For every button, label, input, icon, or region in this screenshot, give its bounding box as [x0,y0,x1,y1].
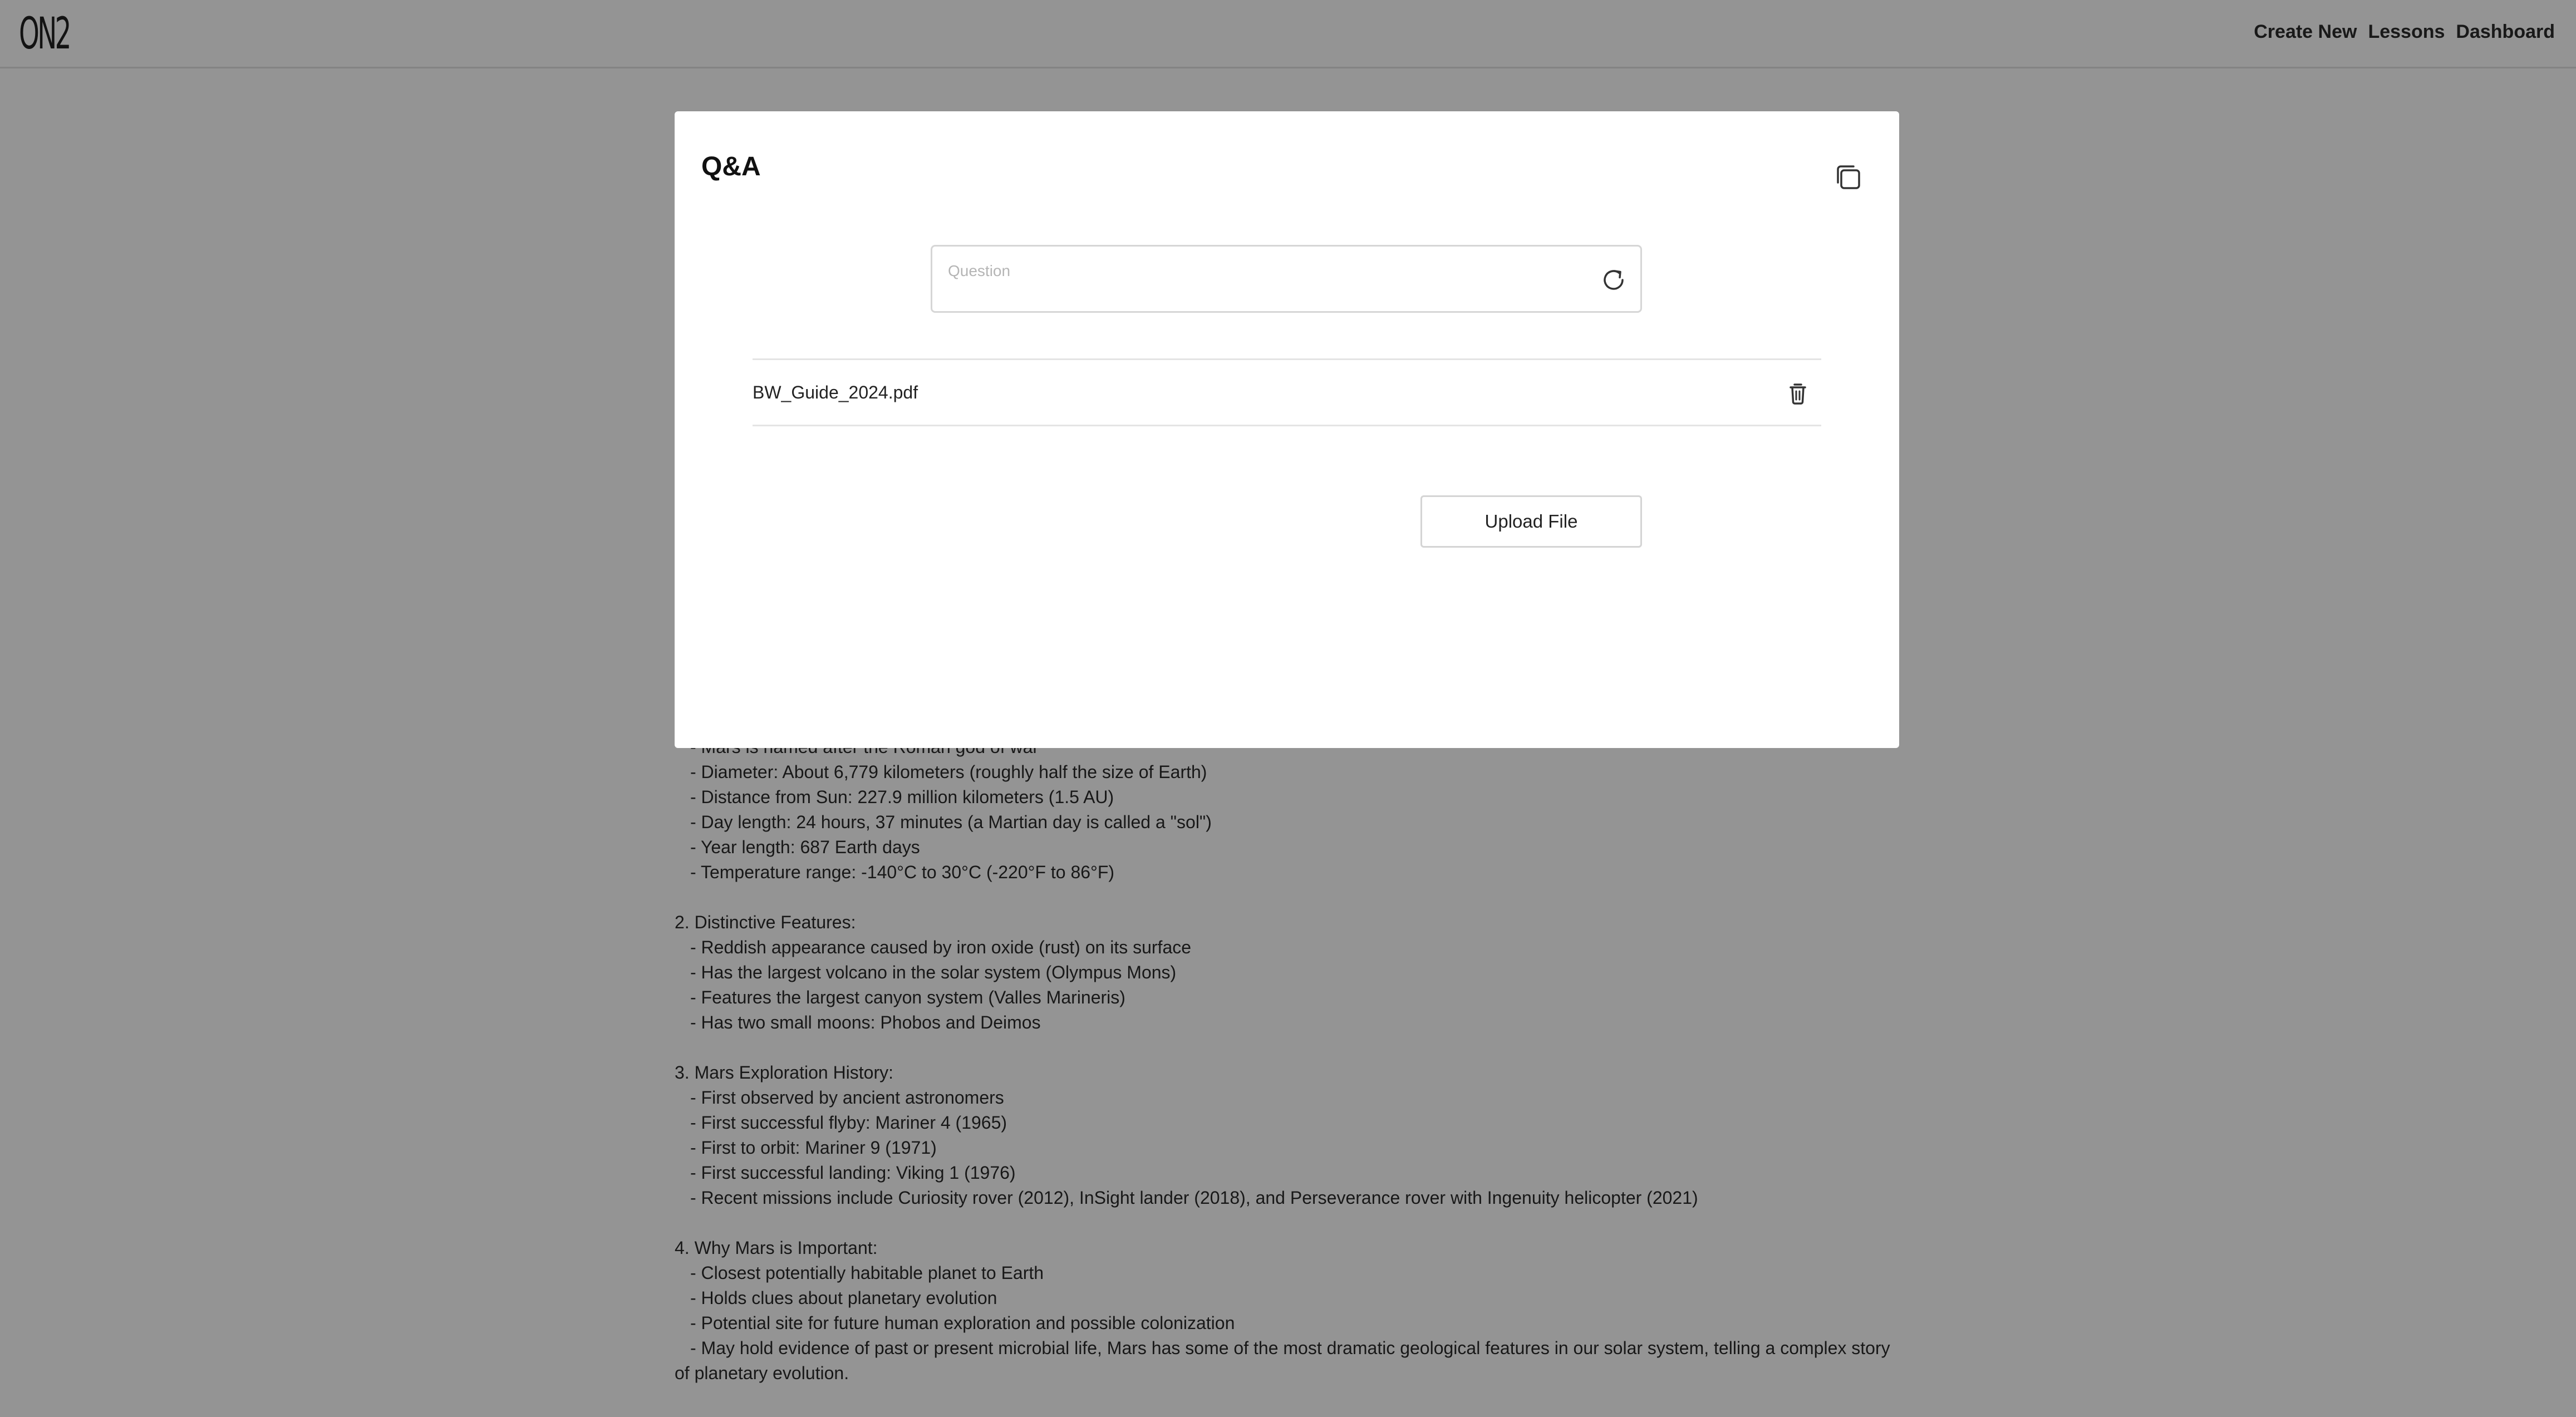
nav-lessons[interactable]: Lessons [2368,21,2445,42]
app-logo[interactable]: ON2 [19,9,70,59]
section-heading: 2. Distinctive Features: [675,912,856,932]
content-bullet: - Recent missions include Curiosity rover (2012), InSight lander (2018), and Perseverance rover with Ingenuity helicopter (2021) [690,1188,1698,1208]
copy-icon[interactable] [1831,160,1865,194]
content-bullet: - First observed by ancient astronomers [690,1088,1004,1108]
nav-create-new[interactable]: Create New [2254,21,2357,42]
content-bullet: - Has two small moons: Phobos and Deimos [690,1012,1041,1032]
content-bullet: - Potential site for future human exploration and possible colonization [690,1313,1235,1333]
content-bullet: - First successful flyby: Mariner 4 (1965) [690,1113,1007,1133]
content-bullet: - Reddish appearance caused by iron oxide (rust) on its surface [690,937,1192,957]
question-field [931,245,1642,313]
section-heading: 4. Why Mars is Important: [675,1238,878,1258]
trash-icon[interactable] [1787,381,1809,406]
section-heading: 3. Mars Exploration History: [675,1062,894,1083]
content-bullet: - Features the largest canyon system (Valles Marineris) [690,987,1125,1007]
content-bullet: - Closest potentially habitable planet to Earth [690,1263,1044,1283]
file-name: BW_Guide_2024.pdf [753,382,918,402]
modal-title: Q&A [701,152,761,181]
content-bullet: - May hold evidence of past or present microbial life, Mars has some of the most dramatic geological features in our solar system, telling a complex story of planetary evolution. [675,1338,1890,1383]
question-input[interactable] [948,258,1588,284]
content-bullet: - Holds clues about planetary evolution [690,1288,997,1308]
content-bullet: - Diameter: About 6,779 kilometers (roughly half the size of Earth) [690,762,1207,782]
content-bullet: - First to orbit: Mariner 9 (1971) [690,1138,937,1158]
content-bullet: - Has the largest volcano in the solar system (Olympus Mons) [690,962,1177,982]
nav-dashboard[interactable]: Dashboard [2456,21,2555,42]
content-bullet: - Day length: 24 hours, 37 minutes (a Martian day is called a "sol") [690,812,1212,832]
content-bullet: - Year length: 687 Earth days [690,837,920,857]
content-bullet: - Temperature range: -140°C to 30°C (-220°F to 86°F) [690,862,1115,882]
refresh-icon[interactable] [1598,264,1629,296]
upload-file-button[interactable]: Upload File [1420,495,1642,548]
content-bullet: - First successful landing: Viking 1 (1976) [690,1163,1016,1183]
uploaded-file-row [753,358,1821,426]
qa-modal [675,111,1899,748]
content-bullet: - Distance from Sun: 227.9 million kilometers (1.5 AU) [690,787,1114,807]
